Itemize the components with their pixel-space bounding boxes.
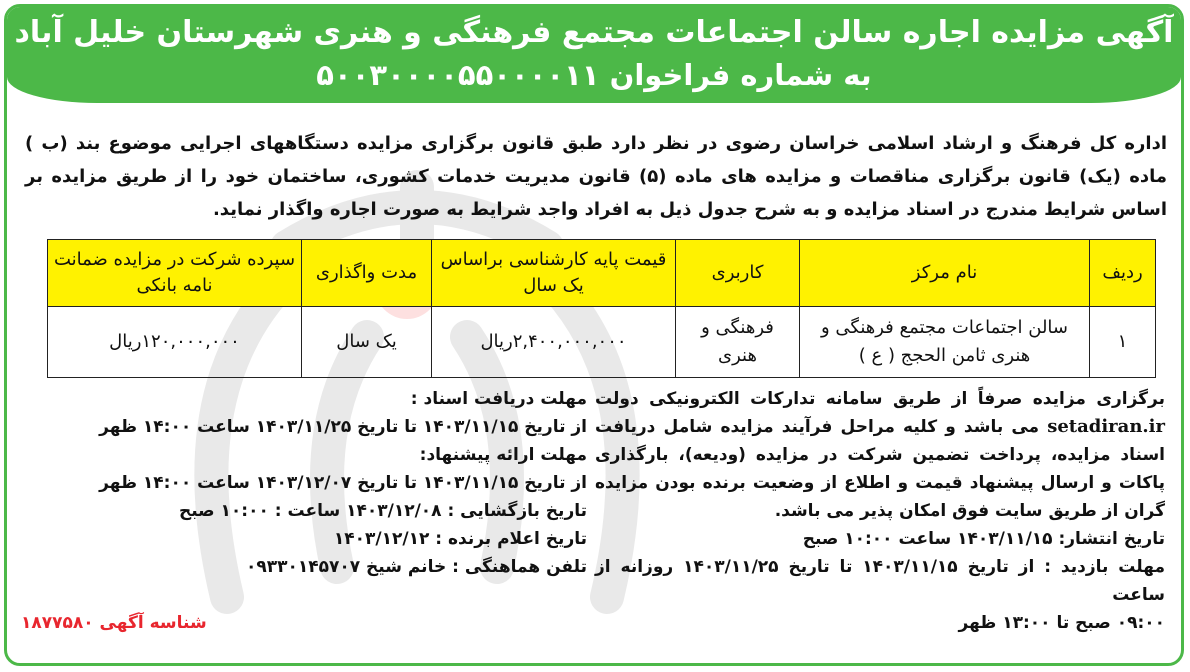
- cell-row-number: ۱: [1090, 307, 1156, 378]
- offer-deadline-value: از تاریخ ۱۴۰۳/۱۱/۱۵ تا تاریخ ۱۴۰۳/۱۲/۰۷ ساعت ۱۴:۰۰ ظهر: [99, 473, 587, 493]
- call-number: به شماره فراخوان ۵۰۰۳۰۰۰۰۵۵۰۰۰۰۱۱: [316, 58, 872, 92]
- cell-deposit: ۱۲۰,۰۰۰,۰۰۰ریال: [48, 307, 302, 378]
- header-base-price: قیمت پایه کارشناسی براساس یک سال: [432, 240, 676, 307]
- auction-table: [47, 239, 1156, 378]
- cell-usage: فرهنگی و هنری: [676, 307, 800, 378]
- visit-deadline-line1: مهلت بازدید : از تاریخ ۱۴۰۳/۱۱/۱۵ تا تاریخ ۱۴۰۳/۱۱/۲۵ روزانه از ساعت: [595, 557, 1165, 605]
- header-deposit: سپرده شرکت در مزایده ضمانت نامه بانکی: [48, 240, 302, 307]
- setad-text-after: می باشد و کلیه مراحل فرآیند مزایده شامل دریافت اسناد مزایده، پرداخت تضمین شرکت در مزایده (ودیعه)، بارگذاری پاکات و ارسال پیشنهاد قیمت و اطلاع از وضعیت برنده بودن مزایده گران از طریق سایت فوق امکان پذیر می باشد.: [595, 417, 1165, 521]
- winner-date: تاریخ اعلام برنده : ۱۴۰۳/۱۲/۱۲: [333, 529, 587, 549]
- deadlines-column: [87, 385, 587, 581]
- cell-center-name: سالن اجتماعات مجتمع فرهنگی و هنری ثامن الحجج ( ع ): [800, 307, 1090, 378]
- notice-header: [7, 7, 1181, 103]
- conditions-column: [595, 385, 1165, 637]
- header-row-number: ردیف: [1090, 240, 1156, 307]
- notice-title: آگهی مزایده اجاره سالن اجتماعات مجتمع فرهنگی و هنری شهرستان خلیل آباد: [14, 15, 1174, 50]
- setad-site-link[interactable]: setadiran.ir: [1047, 416, 1165, 437]
- notice-frame: [4, 4, 1184, 666]
- table-row: [48, 307, 1156, 378]
- doc-deadline-value: از تاریخ ۱۴۰۳/۱۱/۱۵ تا تاریخ ۱۴۰۳/۱۱/۲۵ ساعت ۱۴:۰۰ ظهر: [99, 417, 587, 437]
- header-center-name: نام مرکز: [800, 240, 1090, 307]
- contact-phone: تلفن هماهنگی : خانم شیخ ۰۹۳۳۰۱۴۵۷۰۷: [245, 557, 587, 577]
- setad-paragraph: [595, 385, 1165, 525]
- opening-date: تاریخ بازگشایی : ۱۴۰۳/۱۲/۰۸ ساعت : ۱۰:۰۰ صبح: [178, 501, 587, 521]
- cell-base-price: ۲,۴۰۰,۰۰۰,۰۰۰ریال: [432, 307, 676, 378]
- intro-paragraph: اداره کل فرهنگ و ارشاد اسلامی خراسان رضوی در نظر دارد طبق قانون برگزاری مزایده دستگاههای اجرایی موضوع بند (ب ) ماده (یک) قانون برگزاری مناقصات و مزایده های ماده (۵) قانون مدیریت خدمات کشوری، ساختمان خود را از طریق مزایده بر اساس شرایط مندرج در اسناد مزایده و به شرح جدول ذیل به افراد واجد شرایط به صورت اجاره واگذار نماید.: [25, 133, 1168, 220]
- publish-date: تاریخ انتشار: ۱۴۰۳/۱۱/۱۵ ساعت ۱۰:۰۰ صبح: [802, 529, 1165, 549]
- ad-id: شناسه آگهی ۱۸۷۷۵۸۰: [21, 613, 207, 633]
- header-usage: کاربری: [676, 240, 800, 307]
- header-duration: مدت واگذاری: [302, 240, 432, 307]
- cell-duration: یک سال: [302, 307, 432, 378]
- offer-deadline-label: مهلت ارائه پیشنهاد:: [419, 445, 587, 465]
- doc-deadline-label: مهلت دریافت اسناد :: [410, 389, 587, 409]
- visit-deadline-line2: ۰۹:۰۰ صبح تا ۱۳:۰۰ ظهر: [958, 613, 1165, 633]
- table-header-row: [48, 240, 1156, 307]
- setad-text-before: برگزاری مزایده صرفاً از طریق سامانه تدارکات الکترونیکی دولت: [595, 389, 1165, 409]
